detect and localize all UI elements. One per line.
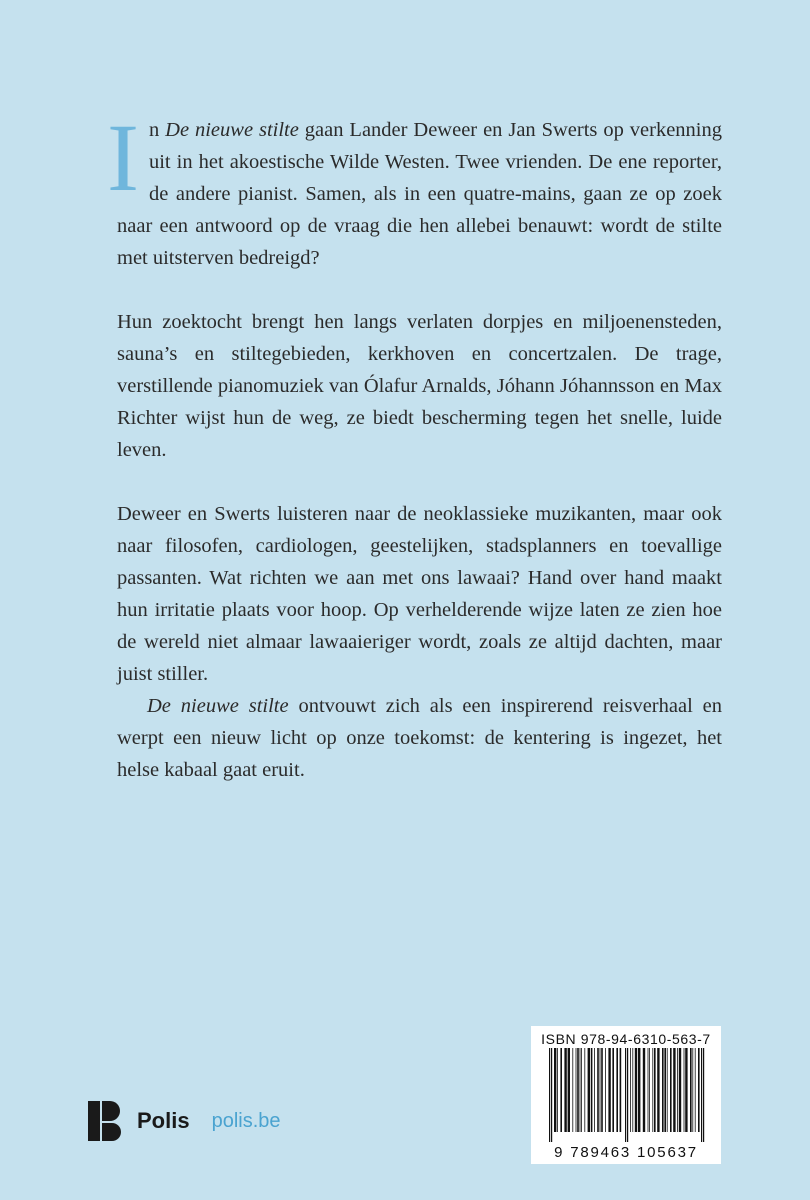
barcode-bar xyxy=(577,1048,579,1132)
barcode-bar xyxy=(654,1048,656,1132)
barcode-bar xyxy=(601,1048,603,1132)
barcode-bar xyxy=(568,1048,570,1132)
paragraph-3: Deweer en Swerts luisteren naar de neoklassieke muzikanten, maar ook naar filosofen, cardiologen, geestelijken, stadsplanners en toevallige passanten. Wat richten we aan met ons lawaai? Hand over hand maakt hun irritatie plaats voor hoop. Op verhelderende wijze laten ze zien hoe de wereld niet almaar lawaaieriger wordt, zoals ze altijd dachten, maar juist stiller. xyxy=(117,503,722,685)
barcode-bar xyxy=(600,1048,601,1132)
barcode-bar xyxy=(612,1048,614,1132)
barcode-bar xyxy=(597,1048,599,1132)
publisher-block xyxy=(88,1101,281,1141)
barcode-bar xyxy=(664,1048,666,1132)
barcode-bar xyxy=(594,1048,595,1132)
barcode-bar xyxy=(684,1048,685,1132)
barcode-bar xyxy=(662,1048,664,1132)
paragraph-4: De nieuwe stilte ontvouwt zich als een inspirerend reisverhaal en werpt een nieuw licht op onze toekomst: de kentering is ingezet, het helse kabaal gaat eruit. xyxy=(117,695,722,781)
paragraph-1: In De nieuwe stilte gaan Lander Deweer en Jan Swerts op verkenning uit in het akoestische Wilde Westen. Twee vrienden. De ene reporter, de andere pianist. Samen, als in een quatre-mains, gaan ze op zoek naar een antwoord op de vraag die hen allebei benauwt: wordt de stilte met uitsterven bedreigd? xyxy=(107,104,722,269)
paragraph-2: Hun zoektocht brengt hen langs verlaten dorpjes en miljoenensteden, sauna’s en stiltegebieden, kerkhoven en concertzalen. De trage, verstillende pianomuziek van Ólafur Arnalds, Jóhann Jóhannsson en Max Richter wijst hun de weg, ze biedt bescherming tegen het snelle, luide leven. xyxy=(117,311,722,461)
barcode-bar xyxy=(679,1048,681,1132)
barcode-bar xyxy=(588,1048,590,1132)
barcode-bar xyxy=(692,1048,693,1132)
barcode-bar xyxy=(564,1048,566,1132)
barcode-bar xyxy=(673,1048,675,1132)
barcode-bar xyxy=(580,1048,581,1132)
barcode-bar xyxy=(616,1048,618,1132)
barcode-bar xyxy=(572,1048,573,1132)
isbn-barcode xyxy=(531,1026,721,1164)
barcode-bar xyxy=(584,1048,585,1132)
book-title-italic: De nieuwe stilte xyxy=(147,695,289,717)
barcode-bar xyxy=(685,1048,687,1132)
barcode-guard-bar xyxy=(551,1048,552,1142)
polis-logo-icon xyxy=(88,1101,126,1141)
barcode-bar xyxy=(657,1048,659,1132)
barcode-bar xyxy=(649,1048,650,1132)
barcode-bar xyxy=(554,1048,556,1132)
barcode-guard-bar xyxy=(703,1048,704,1142)
barcode-bar xyxy=(560,1048,562,1132)
publisher-website: polis.be xyxy=(211,1109,281,1132)
barcode-bar xyxy=(643,1048,645,1132)
barcode-bar xyxy=(576,1048,577,1132)
barcode-bar xyxy=(605,1048,606,1132)
isbn-label: ISBN 978-94-6310-563-7 xyxy=(541,1031,711,1047)
barcode-guard-bar xyxy=(627,1048,628,1142)
barcode-guard-bar xyxy=(549,1048,550,1142)
barcode-bar xyxy=(690,1048,692,1132)
barcode-bar xyxy=(698,1048,700,1132)
isbn-number: 9 789463 105637 xyxy=(554,1144,698,1161)
barcode-bar xyxy=(638,1048,640,1132)
barcode-guard-bar xyxy=(625,1048,626,1142)
book-title-italic: De nieuwe stilte xyxy=(165,119,299,141)
barcode-guard-bar xyxy=(701,1048,702,1142)
barcode-bar xyxy=(695,1048,696,1132)
back-cover-blurb xyxy=(107,104,722,786)
barcode-bar xyxy=(557,1048,558,1132)
barcode-bar xyxy=(591,1048,593,1132)
barcode-bar xyxy=(667,1048,668,1132)
barcode-bar xyxy=(630,1048,631,1132)
barcode-bar xyxy=(670,1048,672,1132)
barcode-bar xyxy=(677,1048,678,1132)
barcode-bar xyxy=(608,1048,610,1132)
barcode-bar xyxy=(652,1048,653,1132)
barcode-bar xyxy=(620,1048,622,1132)
publisher-name: Polis xyxy=(137,1108,190,1133)
drop-cap: I xyxy=(107,104,139,211)
barcode-bar xyxy=(632,1048,633,1132)
barcode-bar xyxy=(635,1048,637,1132)
barcode-bars xyxy=(543,1048,709,1142)
barcode-bar xyxy=(581,1048,582,1132)
barcode-bar xyxy=(648,1048,649,1132)
